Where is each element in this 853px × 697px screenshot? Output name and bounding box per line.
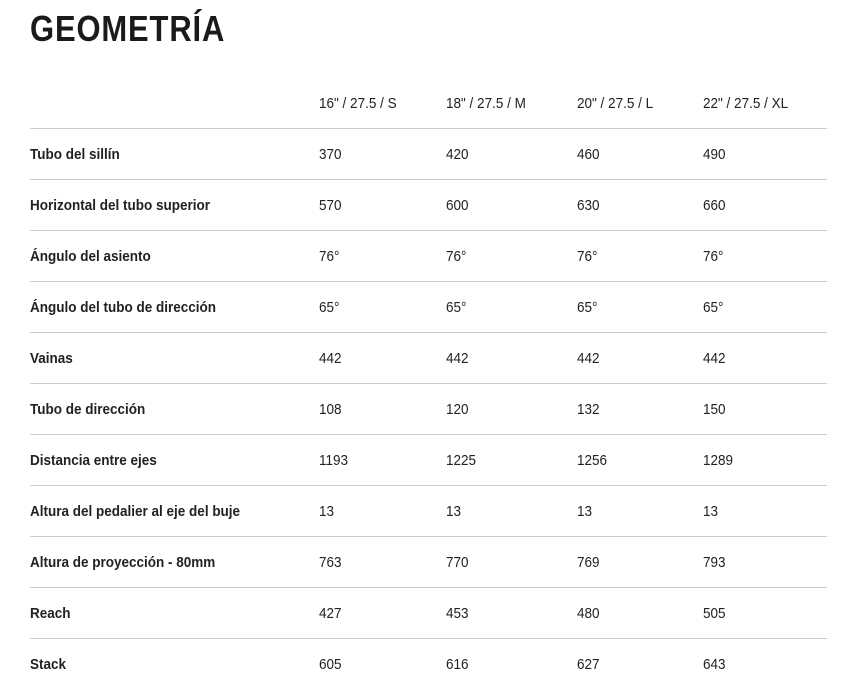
header-cell-empty [30,78,319,129]
table-cell [446,588,577,639]
row-label [30,384,319,435]
cell-value: 76° [319,247,340,265]
table-cell [319,588,446,639]
table-row [30,639,827,690]
row-label [30,129,319,180]
table-row [30,588,827,639]
table-cell [577,384,703,435]
row-label-text: Tubo de dirección [30,400,146,418]
table-cell [446,180,577,231]
table-row [30,333,827,384]
cell-value: 442 [446,349,469,367]
table-cell [577,435,703,486]
table-cell [446,231,577,282]
cell-value: 420 [446,145,469,163]
cell-value: 13 [703,502,719,520]
table-cell [703,639,827,690]
table-cell [319,129,446,180]
table-cell [577,639,703,690]
table-cell [577,537,703,588]
cell-value: 793 [703,553,726,571]
row-label-text: Horizontal del tubo superior [30,196,211,214]
cell-value: 65° [703,298,724,316]
table-row [30,282,827,333]
table-cell [703,231,827,282]
row-label-text: Altura del pedalier al eje del buje [30,502,241,520]
table-cell [703,180,827,231]
cell-value: 76° [446,247,467,265]
cell-value: 600 [446,196,469,214]
table-row [30,435,827,486]
table-cell [319,333,446,384]
cell-value: 770 [446,553,469,571]
cell-value: 65° [319,298,340,316]
table-cell [446,537,577,588]
table-cell [703,486,827,537]
cell-value: 150 [703,400,726,418]
row-label-text: Vainas [30,349,73,367]
row-label-text: Altura de proyección - 80mm [30,553,216,571]
cell-value: 616 [446,655,469,673]
table-cell [703,333,827,384]
cell-value: 460 [577,145,600,163]
table-row [30,537,827,588]
row-label [30,333,319,384]
cell-value: 1193 [319,451,349,469]
cell-value: 769 [577,553,600,571]
table-cell [446,129,577,180]
cell-value: 120 [446,400,469,418]
table-cell [577,588,703,639]
table-row [30,486,827,537]
cell-value: 480 [577,604,600,622]
table-cell [446,486,577,537]
table-row [30,384,827,435]
cell-value: 442 [703,349,726,367]
table-cell [319,180,446,231]
row-label [30,282,319,333]
cell-value: 13 [446,502,462,520]
table-cell [446,384,577,435]
table-cell [319,384,446,435]
header-cell-size-xl: 22" / 27.5 / XL [703,78,827,129]
table-cell [446,435,577,486]
table-cell [319,435,446,486]
row-label-text: Ángulo del tubo de dirección [30,298,217,316]
table-cell [703,537,827,588]
cell-value: 108 [319,400,342,418]
cell-value: 627 [577,655,600,673]
cell-value: 76° [577,247,598,265]
cell-value: 453 [446,604,469,622]
table-cell [577,282,703,333]
table-cell [703,282,827,333]
cell-value: 643 [703,655,726,673]
cell-value: 660 [703,196,726,214]
cell-value: 1225 [446,451,477,469]
cell-value: 65° [446,298,467,316]
table-header-row [30,78,827,129]
geometry-table [30,78,827,689]
header-cell-size-m: 18" / 27.5 / M [446,78,577,129]
row-label [30,639,319,690]
table-cell [319,639,446,690]
row-label [30,537,319,588]
table-cell [703,588,827,639]
cell-value: 13 [319,502,335,520]
cell-value: 570 [319,196,342,214]
table-cell [577,231,703,282]
row-label-text: Ángulo del asiento [30,247,151,265]
table-cell [319,282,446,333]
table-cell [319,537,446,588]
table-cell [577,333,703,384]
cell-value: 442 [577,349,600,367]
table-cell [703,435,827,486]
table-cell [703,384,827,435]
cell-value: 370 [319,145,342,163]
table-cell [446,333,577,384]
cell-value: 1289 [703,451,734,469]
row-label-text: Stack [30,655,67,673]
table-cell [319,486,446,537]
cell-value: 1256 [577,451,608,469]
table-cell [577,486,703,537]
table-cell [446,282,577,333]
table-cell [577,180,703,231]
cell-value: 76° [703,247,724,265]
cell-value: 490 [703,145,726,163]
table-cell [703,129,827,180]
table-cell [319,231,446,282]
page-title: GEOMETRÍA [30,8,226,49]
row-label [30,435,319,486]
cell-value: 442 [319,349,342,367]
row-label-text: Tubo del sillín [30,145,120,163]
table-row [30,180,827,231]
table-row [30,231,827,282]
table-cell [446,639,577,690]
cell-value: 132 [577,400,600,418]
cell-value: 65° [577,298,598,316]
header-cell-size-s: 16" / 27.5 / S [319,78,446,129]
cell-value: 13 [577,502,593,520]
header-cell-size-l: 20" / 27.5 / L [577,78,703,129]
row-label [30,180,319,231]
table-cell [577,129,703,180]
row-label [30,588,319,639]
row-label-text: Distancia entre ejes [30,451,157,469]
cell-value: 505 [703,604,726,622]
row-label-text: Reach [30,604,71,622]
table-row [30,129,827,180]
cell-value: 427 [319,604,342,622]
cell-value: 763 [319,553,342,571]
cell-value: 605 [319,655,342,673]
cell-value: 630 [577,196,600,214]
row-label [30,486,319,537]
row-label [30,231,319,282]
